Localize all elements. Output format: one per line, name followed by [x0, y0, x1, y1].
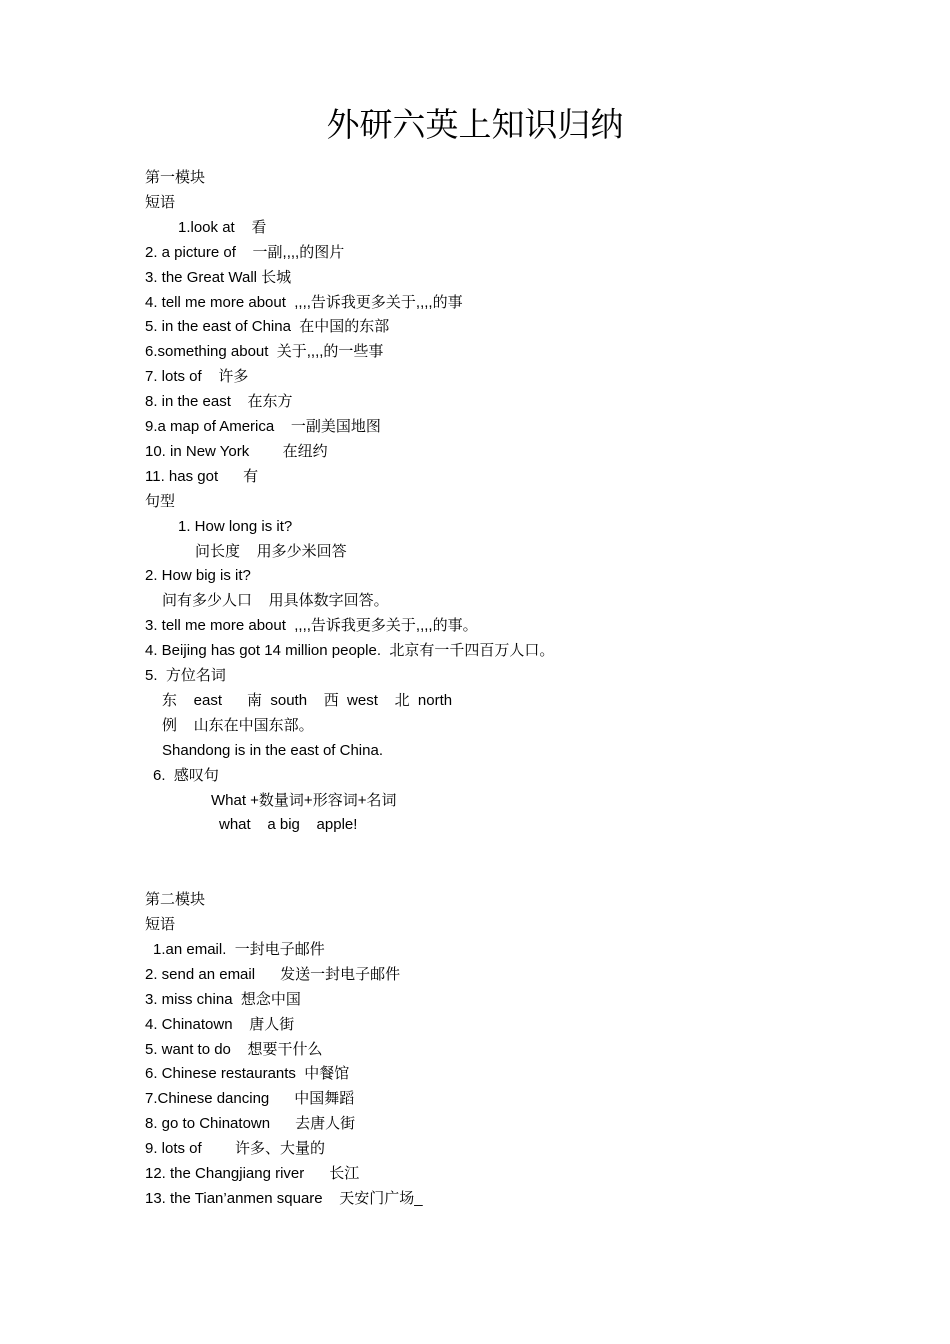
text-line: 2. How big is it?	[145, 567, 251, 585]
text-line: Shandong is in the east of China.	[162, 741, 383, 759]
text-line: 短语	[145, 916, 176, 933]
text-line: 1. How long is it?	[178, 517, 293, 535]
document-title: 外研六英上知识归纳	[326, 105, 624, 144]
text-line: 3. tell me more about ,,,,告诉我更多关于,,,,的事。	[145, 617, 478, 635]
text-line: 7.Chinese dancing 中国舞蹈	[145, 1090, 355, 1108]
text-line: 8. in the east 在东方	[145, 393, 293, 411]
text-line: 9. lots of 许多、大量的	[145, 1140, 326, 1158]
text-line: What +数量词+形容词+名词	[211, 791, 397, 809]
text-line: 第二模块	[145, 891, 206, 909]
text-line: 9.a map of America 一副美国地图	[145, 418, 381, 435]
text-line: 例 山东在中国东部。	[162, 716, 314, 734]
text-line: 7. lots of 许多	[145, 368, 249, 386]
text-line: 1.an email. 一封电子邮件	[153, 940, 325, 958]
text-line: 问有多少人口 用具体数字回答。	[162, 592, 389, 610]
text-line: 6. 感叹句	[153, 766, 219, 784]
text-line: 10. in New York 在纽约	[145, 442, 328, 460]
text-line: 4. Chinatown 唐人街	[145, 1015, 295, 1033]
text-line: 6.something about 关于,,,,的一些事	[145, 343, 384, 361]
text-line: 4. Beijing has got 14 million people. 北京有一千四百万人口。	[145, 642, 555, 660]
text-line: 6. Chinese restaurants 中餐馆	[145, 1065, 350, 1083]
text-line: 5. in the east of China 在中国的东部	[145, 318, 390, 336]
text-line: 11. has got 有	[145, 467, 259, 485]
text-line: 2. send an email 发送一封电子邮件	[145, 965, 401, 983]
text-line: 5. 方位名词	[145, 667, 226, 684]
text-line: 13. the Tian’anmen square 天安门广场_	[145, 1189, 423, 1207]
text-line: 第一模块	[145, 169, 206, 186]
text-line: 短语	[145, 193, 176, 211]
text-line: 5. want to do 想要干什么	[145, 1040, 323, 1058]
text-line: 句型	[145, 492, 176, 510]
text-line: 1.look at 看	[178, 218, 267, 236]
text-line: 问长度 用多少米回答	[195, 542, 347, 560]
text-line: 2. a picture of 一副,,,,的图片	[145, 243, 345, 261]
text-line: 12. the Changjiang river 长江	[145, 1165, 360, 1182]
text-line: 8. go to Chinatown 去唐人街	[145, 1115, 356, 1133]
text-line: what a big apple!	[219, 816, 358, 834]
text-line: 3. the Great Wall 长城	[145, 268, 292, 286]
text-line: 东 east 南 south 西 west 北 north	[162, 691, 453, 709]
text-line: 3. miss china 想念中国	[145, 990, 301, 1008]
text-line: 4. tell me more about ,,,,告诉我更多关于,,,,的事	[145, 293, 463, 311]
